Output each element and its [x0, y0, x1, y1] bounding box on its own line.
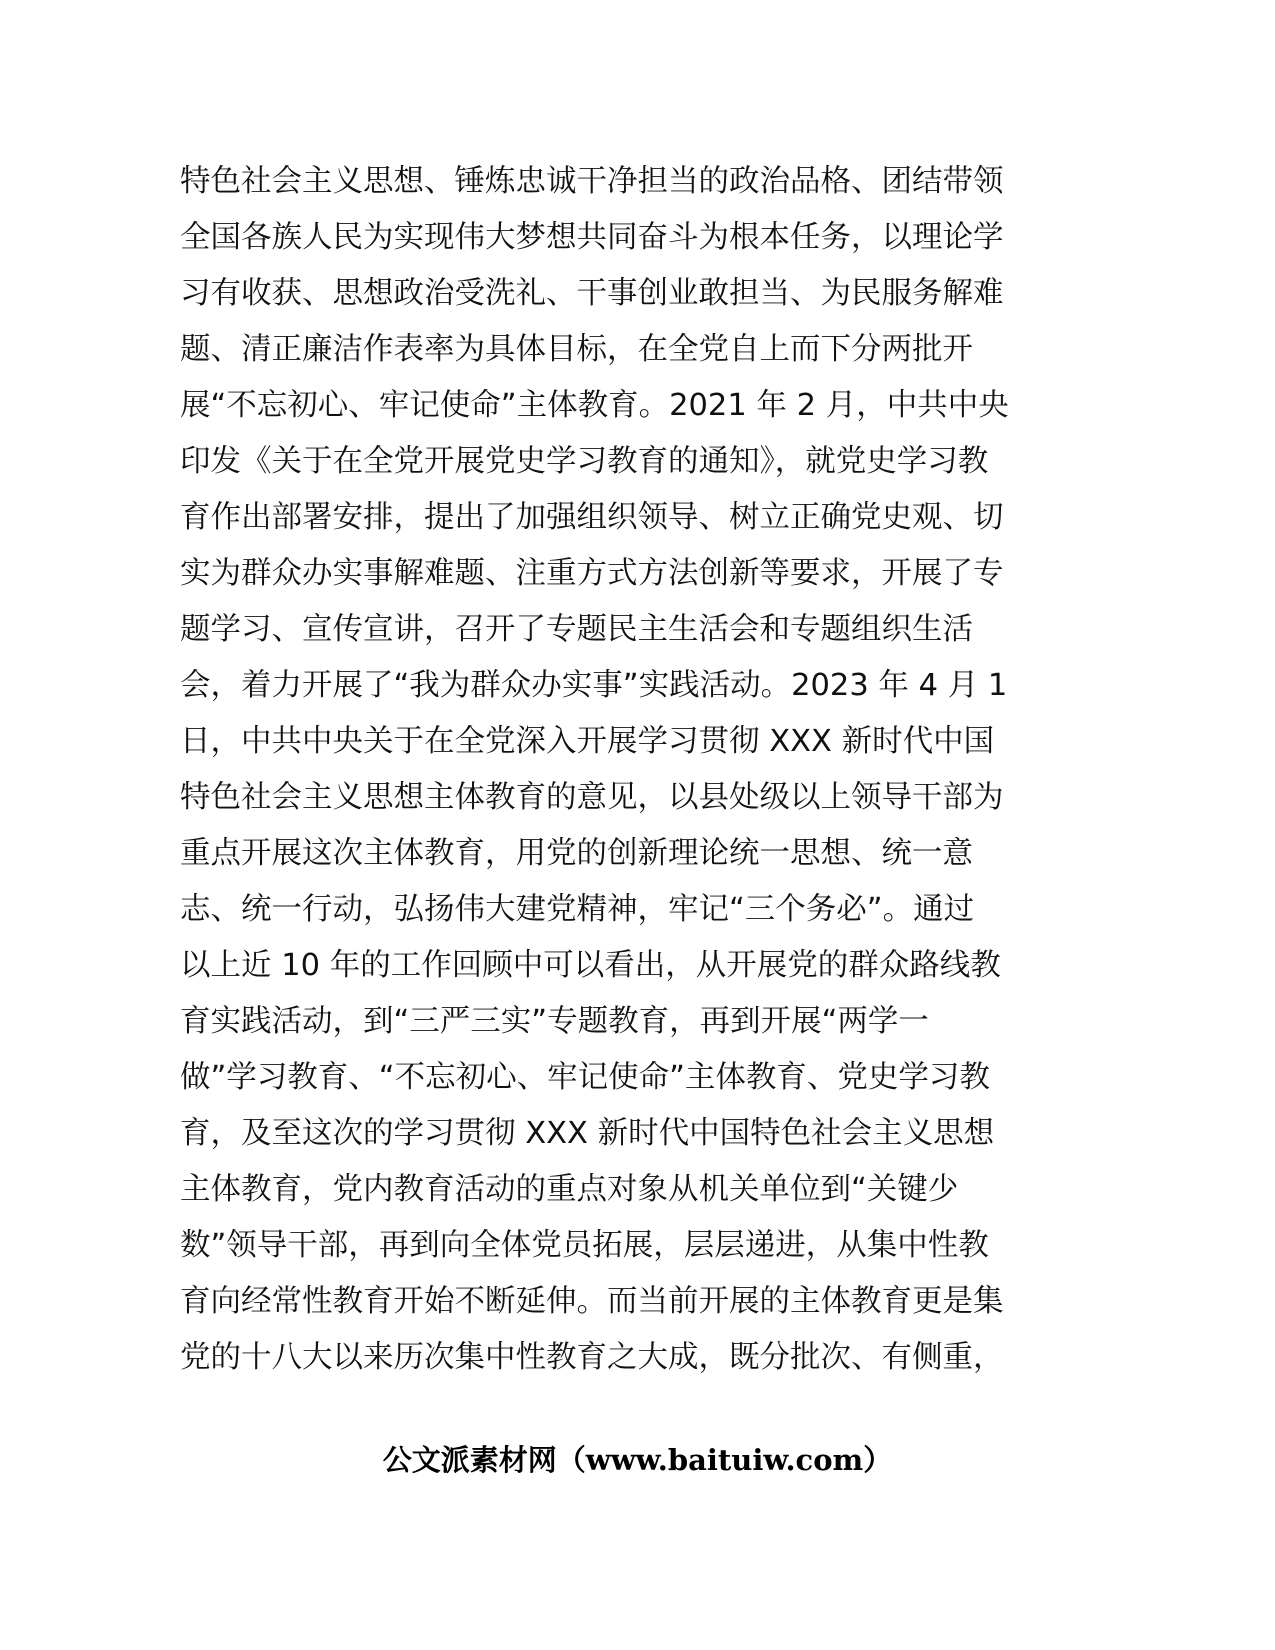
text-line-6: 印发《关于在全党开展党史学习教育的通知》，就党史学习教 — [180, 444, 989, 479]
text-line-22: 党的十八大以来历次集中性教育之大成，既分批次、有侧重， — [180, 1340, 1004, 1375]
text-line-14: 志、统一行动，弘扬伟大建党精神，牢记“三个务必”。通过 — [180, 892, 975, 927]
text-line-12: 特色社会主义思想主体教育的意见，以县处级以上领导干部为 — [180, 780, 1004, 815]
footer-watermark: 公文派素材网（www.baituiw.com） — [382, 1443, 893, 1477]
text-line-9: 题学习、宣传宣讲，召开了专题民主生活会和专题组织生活 — [180, 612, 973, 647]
text-line-19: 主体教育，党内教育活动的重点对象从机关单位到“关键少 — [180, 1172, 959, 1207]
text-line-21: 育向经常性教育开始不断延伸。而当前开展的主体教育更是集 — [180, 1284, 1004, 1319]
text-line-3: 习有收获、思想政治受洗礼、干事创业敢担当、为民服务解难 — [180, 276, 1004, 311]
text-line-20: 数”领导干部，再到向全体党员拓展，层层递进，从集中性教 — [180, 1228, 989, 1263]
text-line-1: 特色社会主义思想、锤炼忠诚干净担当的政治品格、团结带领 — [180, 164, 1004, 199]
text-line-18: 育，及至这次的学习贯彻 XXX 新时代中国特色社会主义思想 — [180, 1116, 995, 1151]
text-line-10: 会，着力开展了“我为群众办实事”实践活动。2023 年 4 月 1 — [180, 668, 1008, 703]
text-line-4: 题、清正廉洁作表率为具体目标，在全党自上而下分两批开 — [180, 332, 973, 367]
text-line-17: 做”学习教育、“不忘初心、牢记使命”主体教育、党史学习教 — [180, 1060, 990, 1095]
text-line-16: 育实践活动，到“三严三实”专题教育，再到开展“两学一 — [180, 1004, 929, 1039]
text-line-15: 以上近 10 年的工作回顾中可以看出，从开展党的群众路线教 — [180, 948, 1001, 983]
text-line-5: 展“不忘初心、牢记使命”主体教育。2021 年 2 月，中共中央 — [180, 388, 1009, 423]
text-line-11: 日，中共中央关于在全党深入开展学习贯彻 XXX 新时代中国 — [180, 724, 995, 759]
text-line-8: 实为群众办实事解难题、注重方式方法创新等要求，开展了专 — [180, 556, 1004, 591]
text-line-2: 全国各族人民为实现伟大梦想共同奋斗为根本任务，以理论学 — [180, 220, 1004, 255]
text-line-13: 重点开展这次主体教育，用党的创新理论统一思想、统一意 — [180, 836, 973, 871]
body-text — [180, 154, 1040, 1386]
text-line-7: 育作出部署安排，提出了加强组织领导、树立正确党史观、切 — [180, 500, 1004, 535]
